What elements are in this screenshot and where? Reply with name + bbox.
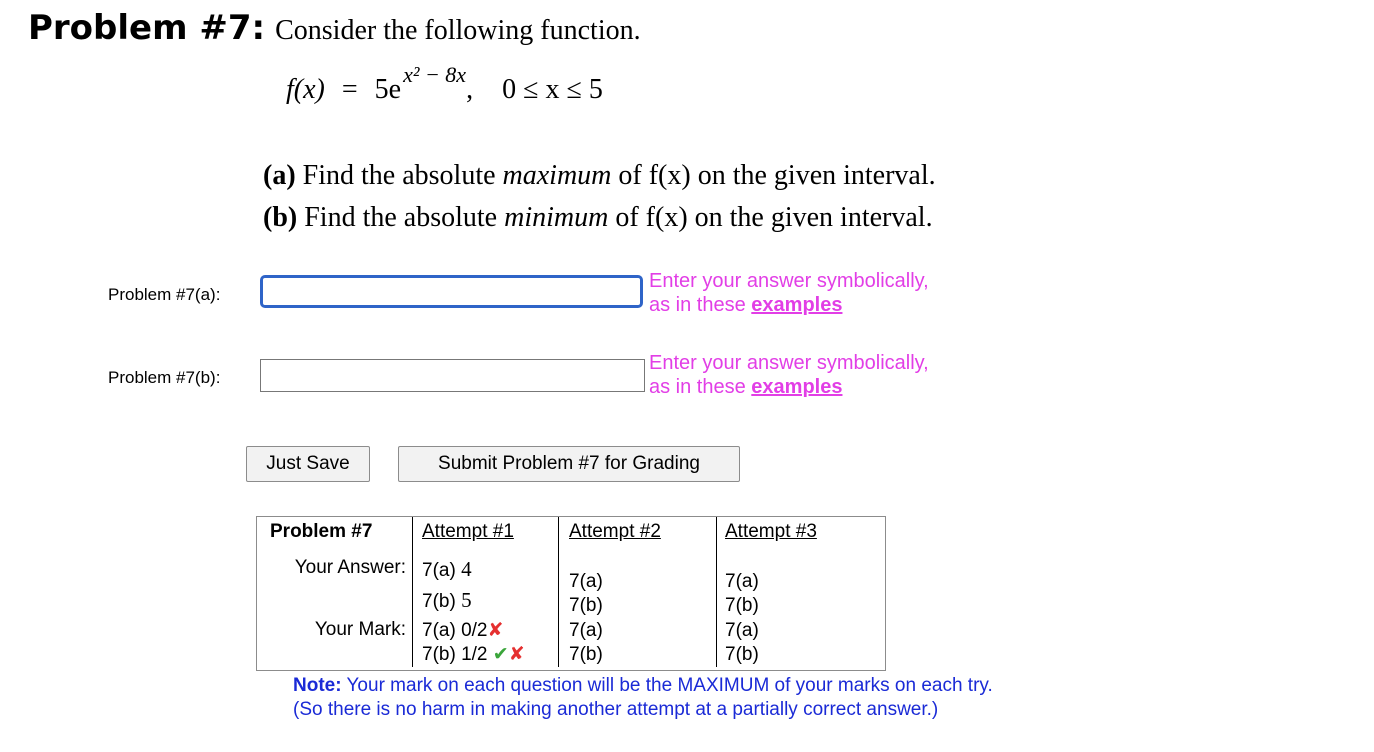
answer-part-label: 7(b) <box>422 591 456 612</box>
answer-part-label: 7(a) <box>569 571 603 592</box>
grading-note <box>293 674 993 722</box>
problem-heading <box>28 8 641 48</box>
question-b-text-end: of f(x) on the given interval. <box>615 202 933 233</box>
attempt-2-mark <box>559 619 717 667</box>
just-save-button[interactable]: Just Save <box>246 446 370 482</box>
function-formula <box>286 62 603 106</box>
examples-link[interactable]: examples <box>751 294 843 316</box>
answer-value: 5 <box>461 588 472 612</box>
question-b-text: Find the absolute <box>304 202 498 233</box>
mark-value: 7(b) <box>569 644 603 665</box>
attempt-3-answer <box>717 553 876 619</box>
question-a <box>263 160 936 192</box>
attempt-1-header <box>413 517 559 553</box>
attempt-3-header <box>717 517 876 553</box>
answer-b-hint <box>649 351 929 399</box>
formula-coef: 5e <box>374 74 402 105</box>
hint-line1: Enter your answer symbolically, <box>649 352 929 374</box>
note-line2: (So there is no harm in making another attempt at a partially correct answer.) <box>293 699 939 720</box>
mark-value: 7(a) <box>725 620 759 641</box>
note-line1: Your mark on each question will be the MAXIMUM of your marks on each try. <box>346 675 993 696</box>
answer-a-hint <box>649 269 929 317</box>
your-mark-row <box>257 619 875 667</box>
formula-exponent: x² − 8x <box>403 62 467 87</box>
incorrect-icon: ✘ <box>508 644 525 665</box>
answer-b-label: Problem #7(b): <box>108 368 221 387</box>
formula-equals: = <box>341 74 358 105</box>
hint-line1: Enter your answer symbolically, <box>649 270 929 292</box>
answer-part-label: 7(b) <box>569 595 603 616</box>
question-b-keyword: minimum <box>504 202 609 233</box>
answer-b-input[interactable] <box>260 359 645 392</box>
mark-value: 7(b) <box>725 644 759 665</box>
answer-part-label: 7(a) <box>422 560 456 581</box>
attempt-1-mark <box>413 619 559 667</box>
submit-button[interactable]: Submit Problem #7 for Grading <box>398 446 740 482</box>
attempt-3-mark <box>717 619 876 667</box>
question-a-label: (a) <box>263 160 296 191</box>
formula-interval: 0 ≤ x ≤ 5 <box>502 74 603 105</box>
formula-lhs: f(x) <box>286 74 325 105</box>
results-header-row <box>257 517 875 553</box>
mark-value: 7(b) 1/2 <box>422 644 488 665</box>
attempt-1-link[interactable]: Attempt #1 <box>422 521 514 542</box>
problem-title: Problem #7: <box>28 8 266 48</box>
note-label: Note: <box>293 675 342 696</box>
question-a-text-end: of f(x) on the given interval. <box>618 160 936 191</box>
examples-link[interactable]: examples <box>751 376 843 398</box>
question-a-text: Find the absolute <box>302 160 496 191</box>
mark-value: 7(a) <box>569 620 603 641</box>
attempt-3-link[interactable]: Attempt #3 <box>725 521 817 542</box>
answer-part-label: 7(b) <box>725 595 759 616</box>
formula-separator: , <box>466 74 474 105</box>
your-mark-label: Your Mark: <box>314 619 406 640</box>
hint-line2: as in these <box>649 376 746 398</box>
problem-intro: Consider the following function. <box>275 15 641 46</box>
answer-a-input[interactable] <box>260 275 643 308</box>
your-answer-label: Your Answer: <box>294 557 406 578</box>
attempt-1-answer <box>413 553 559 619</box>
incorrect-icon: ✘ <box>487 620 504 641</box>
answer-value: 4 <box>461 557 472 581</box>
question-b <box>263 202 933 234</box>
mark-value: 7(a) 0/2 <box>422 620 488 641</box>
attempt-2-header <box>559 517 717 553</box>
results-table <box>256 516 886 671</box>
question-b-label: (b) <box>263 202 298 233</box>
your-answer-row <box>257 553 875 619</box>
question-a-keyword: maximum <box>502 160 612 191</box>
correct-icon: ✔ <box>492 644 509 665</box>
results-header: Problem #7 <box>270 521 373 542</box>
hint-line2: as in these <box>649 294 746 316</box>
answer-part-label: 7(a) <box>725 571 759 592</box>
answer-a-label: Problem #7(a): <box>108 285 221 304</box>
attempt-2-answer <box>559 553 717 619</box>
attempt-2-link[interactable]: Attempt #2 <box>569 521 661 542</box>
